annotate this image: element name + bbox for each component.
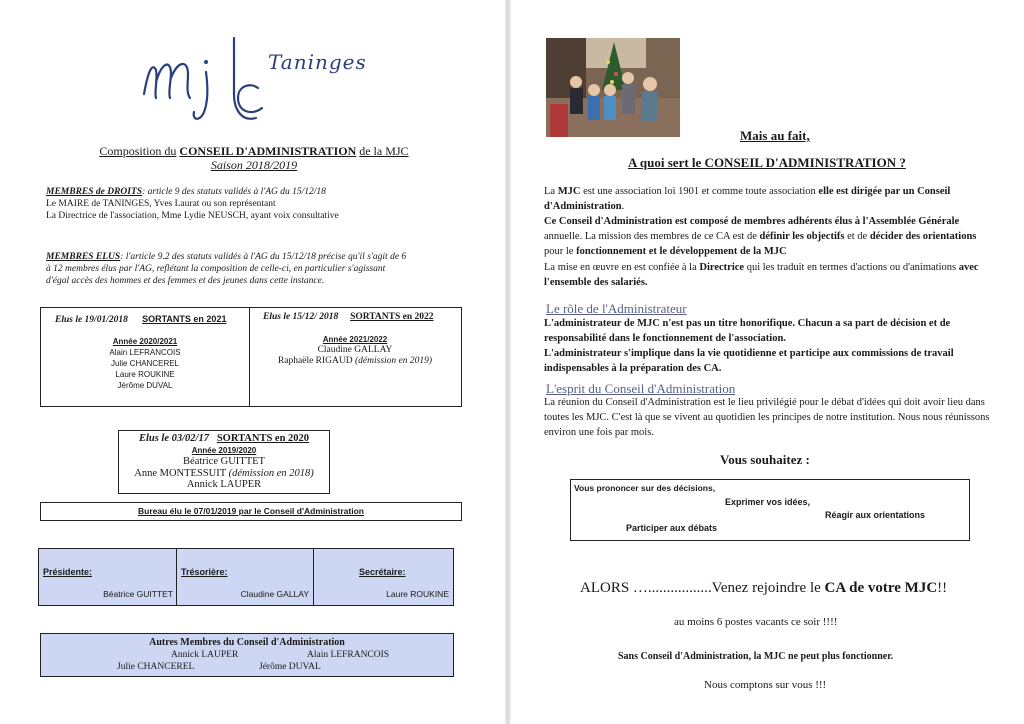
box3-content: Elus le 03/02/17 SORTANTS en 2020 Année 2019/2020 Béatrice GUITTET Anne MONTESSUIT (démission en 2018) Annick LAUPER xyxy=(134,433,314,490)
mjc-logo xyxy=(138,32,388,127)
wish-item: Exprimer vos idées, xyxy=(725,497,811,507)
role-admin-p1: L'administrateur de MJC n'est pas un titre honorifique. Chacun a sa part de décision et de responsabilité dans le fonctionnement de l'association. xyxy=(544,318,951,344)
esprit-heading: L'esprit du Conseil d'Administration xyxy=(546,381,736,396)
role-presidente-title: Présidente: xyxy=(43,567,93,577)
membres-droits-block: MEMBRES de DROITS: article 9 des statuts validés à l'AG du 15/12/18 Le MAIRE de TANINGES, Yves Laurat ou son représentant La Directrice de l'association, Mme Lydie NEUSCH, ayant voix consultative xyxy=(46,187,339,221)
bureau-roles xyxy=(38,548,454,606)
logo-town-name: Taninges xyxy=(268,50,367,74)
esprit-paragraph: La réunion du Conseil d'Administration est le lieu privilégié pour le débat d'idées qui doit avoir lieu dans toutes les MJC. C'est là que se vivent au quotidien les principes de notre institution. Nous nous réunissons environ une fois par mois. xyxy=(544,397,990,438)
wish-item: Réagir aux orientations xyxy=(825,510,926,520)
box1-header: Elus le 19/01/2018 SORTANTS en 2021 xyxy=(55,314,227,325)
role-secretaire-name: Laure ROUKINE xyxy=(386,589,449,599)
heading-mais-au-fait: Mais au fait, xyxy=(740,128,810,143)
wish-item: Vous prononcer sur des décisions, xyxy=(574,483,716,493)
role-divider xyxy=(176,549,177,605)
composition-title: Composition du CONSEIL D'ADMINISTRATION de la MJC xyxy=(99,144,409,158)
autres-membres-box xyxy=(40,633,454,677)
sans-conseil-note: Sans Conseil d'Administration, la MJC ne peut plus fonctionner. xyxy=(618,651,894,662)
group-photo xyxy=(546,38,680,137)
postes-vacants: au moins 6 postes vacants ce soir !!!! xyxy=(674,616,838,628)
autres-member: Alain LEFRANCOIS xyxy=(307,650,390,660)
membres-elus-block: MEMBRES ELUS: l'article 9.2 des statuts validés à l'AG du 15/12/18 précise qu'il s'agit de 6 à 12 membres élus par l'AG, reflétant la composition de celle-ci, en particulier s'agissant d'égal accès des hommes et des femmes et des jeunes dans cette instance. xyxy=(46,252,407,286)
role-tresoriere-title: Trésorière: xyxy=(181,567,228,577)
left-page xyxy=(0,0,508,724)
elus-box-2017 xyxy=(118,430,330,494)
autres-title: Autres Membres du Conseil d'Administration xyxy=(149,637,345,648)
box2-header: Elus le 15/12/ 2018 SORTANTS en 2022 xyxy=(263,312,434,322)
role-divider xyxy=(313,549,314,605)
role-presidente-name: Béatrice GUITTET xyxy=(103,589,173,599)
autres-member: Annick LAUPER xyxy=(171,650,239,660)
wish-item: Participer aux débats xyxy=(626,523,718,533)
intro-paragraph-1: La MJC est une association loi 1901 et comme toute association elle est dirigée par un Conseil d'Administration. xyxy=(544,186,951,212)
intro-paragraph-2: Ce Conseil d'Administration est composé de membres adhérents élus à l'Assemblée Générale annuelle. La mission des membres de ce CA est de définir les objectifs et de décider des orientations pour le fonctionnement et le développement de la MJC xyxy=(544,216,977,257)
comptons-sur-vous: Nous comptons sur vous !!! xyxy=(704,679,827,691)
role-secretaire-title: Secrétaire: xyxy=(359,567,406,577)
autres-member: Julie CHANCEREL xyxy=(117,662,195,672)
role-admin-p2: L'administrateur s'implique dans la vie quotidienne et participe aux commissions de travail indispensables à la préparation des CA. xyxy=(544,348,954,374)
autres-member: Jérôme DUVAL xyxy=(259,662,321,672)
box1-members: Année 2020/2021 Alain LEFRANCOIS Julie CHANCEREL Laure ROUKINE Jérôme DUVAL xyxy=(109,337,181,390)
group-photo-image xyxy=(546,38,680,137)
box2-members: Année 2021/2022 Claudine GALLAY Raphaële RIGAUD (démission en 2019) xyxy=(277,335,433,366)
wishes-box xyxy=(570,479,970,541)
elus-box-2018 xyxy=(40,307,462,407)
vous-souhaitez: Vous souhaitez : xyxy=(720,452,810,467)
role-admin-heading: Le rôle de l'Administrateur xyxy=(546,301,687,316)
role-tresoriere-name: Claudine GALLAY xyxy=(240,589,309,599)
page-fold xyxy=(505,0,511,724)
bureau-banner: Bureau élu le 07/01/2019 par le Conseil d'Administration xyxy=(40,502,462,521)
intro-paragraph-3: La mise en œuvre en est confiée à la Directrice qui les traduit en termes d'actions ou d'animations avec l'ensemble des salariés. xyxy=(544,262,979,288)
alors-line: ALORS ….................Venez rejoindre le CA de votre MJC!! xyxy=(580,580,948,596)
season-label: Saison 2018/2019 xyxy=(210,158,298,172)
heading-a-quoi-sert: A quoi sert le CONSEIL D'ADMINISTRATION ? xyxy=(628,155,906,170)
